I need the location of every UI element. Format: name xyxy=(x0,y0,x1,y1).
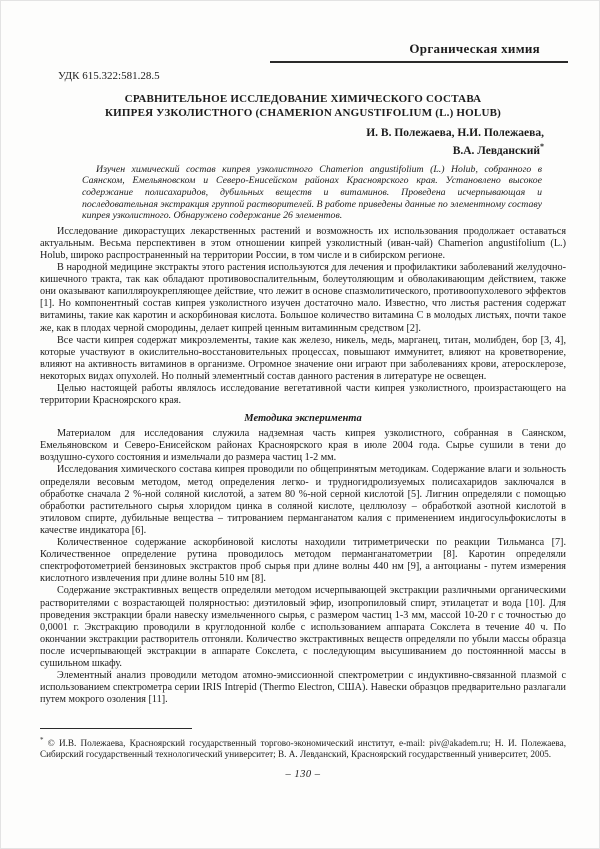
method-paragraph-3: Количественное содержание аскорбиновой кислоты находили титриметрически по реакции Тильманса [7]. Количественное определение рутина проводилось методом перманганатометрии [8]. Каротин определяли спектрофотометрией бензиновых экстрактов проб сырья при длине волны 440 нм [9], а антоцианы - путем измерения кислотного извлечения при длине волны 510 нм [8]. xyxy=(40,537,566,585)
page-number: – 130 – xyxy=(285,769,321,781)
method-paragraph-5: Элементный анализ проводили методом атомно-эмиссионной спектрометрии с индуктивно-связанной плазмой с использованием спектрометра серии IRIS Intrepid (Thermo Electron, США). Навески образцов предварительно разлагали путем мокрого озоления [11]. xyxy=(40,670,566,706)
abstract: Изучен химический состав кипрея узколистного Chamerion angustifolium (L.) Holub, собранного в Саянском, Емельяновском и Северо-Енисейском районах Красноярского края. Установлено высокое содержание полисахаридов, дубильных веществ и витаминов. Проведена исчерпывающая и последовательная экстракция группой растворителей. В работе приведены данные по элементному составу кипрея узколистного. Обнаружено содержание 26 элементов. xyxy=(82,163,542,222)
authors-block xyxy=(40,126,566,158)
section-heading-methods: Методика эксперимента xyxy=(244,413,362,425)
footnote-text: © И.В. Полежаева, Красноярский государственный торгово-экономический институт, e-mail: piv@akadem.ru; Н. И. Полежаева, Сибирский государственный технологический университет; В. А. Левданский, Красноярский государственный университет, 2005. xyxy=(40,738,566,760)
article-title xyxy=(40,93,566,120)
journal-section-label: Органическая химия xyxy=(409,41,540,56)
method-paragraph-4: Содержание экстрактивных веществ определяли методом исчерпывающей экстракции различными органическими растворителями с возрастающей полярностью: диэтиловый эфир, изопропиловый спирт, этилацетат и вода [10]. Для проведения экстракции брали навеску измельченного сырья, с размером частиц 1-3 мм, массой 10-20 г с точностью до 0,0001 г. Экстракцию проводили в круглодонной колбе с использованием аппарата Сокслета в течение 40 ч. По окончании экстракции растворитель отгоняли. Количество экстрактивных веществ определяли по убыли массы образца после исчерпывающей экстракции в аппарате Сокслета, с последующим высушиванием до постояннной массы в сушильном шкафу. xyxy=(40,585,566,669)
copyright-footnote xyxy=(40,735,566,760)
udc-code: УДК 615.322:581.28.5 xyxy=(58,70,160,82)
author-footnote-mark: * xyxy=(540,142,544,151)
intro-paragraph-4: Целью настоящей работы являлось исследование вегетативной части кипрея узколистного, произрастающего на территории Красноярского края. xyxy=(40,383,566,407)
method-paragraph-1: Материалом для исследования служила надземная часть кипрея узколистного, собранная в Саянском, Емельяновском и Северо-Енисейском районах Красноярского края в июле 2004 года. Сырье сушили в тени до воздушно-сухого состояния и измельчали до размера частиц 1-2 мм. xyxy=(40,428,566,464)
article-title-line-2: КИПРЕЯ УЗКОЛИСТНОГО (CHAMERION ANGUSTIFOLIUM (L.) HOLUB) xyxy=(104,106,501,119)
footnote-separator-rule xyxy=(40,728,192,729)
intro-paragraph-1: Исследование дикорастущих лекарственных растений и возможность их использования продолжает оставаться актуальным. Весьма перспективен в этом отношении кипрей узколистный (иван-чай) Chamerion angustifolium (L.) Holub, широко распространенный на территории России, в том числе и в сибирском регионе. xyxy=(40,225,566,261)
footnote-area xyxy=(40,728,566,780)
intro-paragraph-3: Все части кипрея содержат микроэлементы, такие как железо, никель, медь, марганец, титан, молибден, бор [3, 4], которые участвуют в окислительно-восстановительных процессах, повышают иммунитет, влияют на кроветворение, влияют на активность витаминов в организме. Огромное значение они играют при заболеваниях крови, атеросклерозе, некоторых видах опухолей. Но полный элементный состав данного растения в литературе не освещен. xyxy=(40,334,566,382)
article-title-line-1: СРАВНИТЕЛЬНОЕ ИССЛЕДОВАНИЕ ХИМИЧЕСКОГО СОСТАВА xyxy=(124,93,482,105)
method-paragraph-2: Исследования химического состава кипрея проводили по общепринятым методикам. Содержание влаги и зольность определяли весовым методом, метод определения легко- и трудногидролизуемых полисахаридов заключался в обработке сначала 2 %-ной соляной кислотой, а затем 80 %-ной серной кислотой [5]. Лигнин определяли с помощью обработки растительного сырья хлоридом цинка в соляной кислоте, целлюлозу – обработкой азотной кислотой в этиловом спирте, дубильные вещества – титрованием перманганатом калия с применением индигосульфокислоты в качестве индикатора [6]. xyxy=(40,464,566,536)
authors-line-2 xyxy=(40,140,544,158)
footnote-mark: * xyxy=(40,736,44,744)
running-head xyxy=(270,40,568,63)
intro-paragraph-2: В народной медицине экстракты этого растения используются для лечения и профилактики заболеваний желудочно-кишечного тракта, так как обладают противовоспалительным, болеутоляющим и обволакивающим действием, также они оказывают капилляроукрепляющее действие, что лежит в основе спазмолитического, противоопухолевого эффектов [1]. Но компонентный состав кипрея узколистного изучен достаточно мало. Известно, что листья растения содержат витамины, такие как каротин и аскорбиновая кислота. Большое количество витамина С в молодых листьях, почти такое же, как в плодах черной смородины, делает кипрей ценным витаминным средством [2]. xyxy=(40,262,566,334)
author-name: В.А. Левданский xyxy=(452,144,540,157)
authors-line-1: И. В. Полежаева, Н.И. Полежаева, xyxy=(366,127,544,139)
